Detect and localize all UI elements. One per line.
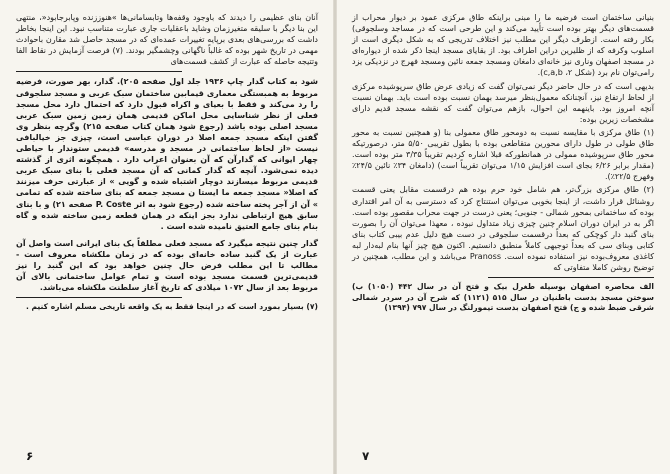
right-body-paragraph: بدیهی است که در حال حاضر دیگر نمی‌توان گفت که زیادی عرض طاق سرپوشیده مرکزی از لحاظ ارتفاع نیز، آنچنانکه معمول‌بنظر میرسد بهمان نسبت بوده است باید. بهمان نسبت آنچه امروز بود. باینهمه این احوال، بازهم می‌توان گفت که نقشه مسجد قدیم دارای مشخصات زیرین بوده: [352,81,654,124]
right-page [342,6,664,468]
left-footnote-rule [16,297,182,298]
left-top-rule [16,71,182,72]
left-body-paragraph: شود به کتاب گدار چاپ ۱۹۳۶ جلد اول صفحه ۲۰۵). گدار، بهر صورت، فرضیه مربوط به همبستگی معماری قیمابین ساختمان سبک عربی و مسجد سلجوقی را رد می‌کند و فقط با بعیای و اکراه قبول دارد که احتمال دارد محل مسجد فعلی از نظر شناسایی محل اماکن قدیمی همان زمین زمین سبک عربی مسجد اصلی بوده باشد (رجوع شود همان کتاب صفحه ۲۱۵) وگرچه بنظر وی گفتن اینکه مسجد جمعه اصلا در دوران عباسی است، چیزی جز خیالبافی نیست «از لحاظ ساختمانی در مسجد و مدرسه» قدیمی ستوندار با حیاطی چهار ایوانی که گدارآن که آن بعنوان اعراب دارد . همچگونه اثری از گذشته دیده نمی‌شود. آنچه که گدار کمانی که آن مسجد فعلی با بنای سبک عربی قدیمی مربوط میسازند دوچار اشتباه شده و گویی » از عبارتی حرف میزنند که اصلا« مسجد جمعه ما ایستا ن مسجد جمعه که بنای ساخته شده که تمامی » آن از آجر پخته ساخته شده (رجوع شود به اثر P. Coste صفحه ۲۱) و با بنای سابق هیچ ارتباطی ندارد بجز اینکه در همان قطعه زمین ساخته شده و گاه بنام بنای جامع العتیق نامیده شده است . [16,77,318,231]
left-page [6,6,328,468]
left-top-paragraph: آنان بنای عظیمی را دیدند که باوجود وقفه‌ها وتابسامانی‌ها »هنوززنده وپابرجابود«، منتهی این بنا دیگر با سلیقه متغیرزمان وشاید باعقلیات جاری عبارت متناسب نبود. این اینجا بخاطر داشت که بررسی‌های بعدی برپایه تغییرات عمده‌ای که در مسجد حاصل شد مقارن باحوادث مهمی در تاریخ شهر بوده که غالباً ناگهانی وچشمگیر بودند. (۷) فرصت آزمایش در نقاط الفا وتتیجه حاصله که عبارت از کشف قسمت‌های [16,13,318,67]
right-list-item-1: (۱) طاق مرکزی با مقایسه نسبت به دومحور طاق معمولی بنا (و همچنین نسبت به محور طاق طولی در طول دارای محورین متقاطعی بوده با بطول تقریبی ۵/۵۰ متر، درصورتیکه محور طاق سرپوشیده ممولی در همانطورکه قبلا اشاره کردیم تقریباً ۳/۳۵ متر بوده است. (مقدار برابر ۶/۲۶ بجای است افزایش ۱/۱۵ می‌توان تقریباً است) (دامغان ۳۴٪ نائین ۲۴/۵٪ وفهرج ۲۲/۵٪). [352,127,655,182]
left-body-paragraph-2: گدار چنین نتیجه میگیرد که مسجد فعلی مطلقاً یک بنای ایرانی است واصل آن عبارت از یک گنبد ساده خانه‌ای بوده که در زمان ملکشاه معروف است - مطالب تا این مطلب فرض حال چنین خواهد بود که این گنبد را نیز قدیمی‌ترین قسمت مسجد بوده است و تمام عوامل ساختمانی بالای آن مربوط بعد از سال ۱۰۷۲ میلادی که تاریخ آغاز سلطنت ملکشاه می‌باشد. [16,238,318,293]
right-footnote: الف محاصره اصفهان بوسیله طغرل بیک و فتح آن در سال ۴۴۲ (۱۰۵۰) ب) سوختن مسجد بدست باطنیان در سال ۵۱۵ (۱۱۲۱) که شرح آن در سردر شمالی شرقی ضبط شده و ج) فتح اصفهان بدست تیمورلنگ در سال ۷۹۷ (۱۳۹۴) [352,282,655,313]
book-gutter [333,0,337,474]
right-footnote-rule [488,277,654,278]
right-list-item-2: (۲) طاق مرکزی بزرگ‌تر، هم شامل خود حرم بوده هم درقسمت مقابل یعنی قسمت روشنائل قرار داشت، از اینجا بخوبی می‌توان استنتاج کرد که دسترسی به آن امر اقتداری بوده که ساختمانی بمحور شمالی - جنوبی؛ یعنی درست در جهت محراب مقصور بوده است. اگر به در ایران دوران اسلام چنین چیزی زیاد متداول نبوده ، معهذا می‌توان آن را بصورت بنای گنبد دار کوچکی که بعداً درقسمت سلجوقی در دست هیچ دلیل عدم بیبی کتاب بنای کتابی وبنای سی که بعداً توجیهی کاملاً منطبق دانستیم. اکنون هیچ چیز آنها بنام لبه‌دار لبه کاغذی معروف‌بوده نیز استفاده نموده است. Pranoss می‌باشد و این مطلب، همچنین در توضیح روشن کاملا متفاوتی که [352,185,655,273]
left-page-number: ۶ [26,448,34,463]
right-top-paragraph: بنیانی ساختمان است فرضیه ما را مبنی براینکه طاق مرکزی عمود بر دیوار محراب از قسمت‌های دیگر بهتر بوده است تأیید می‌کند و این طرحی است که در مساجد وسلجوقی) بکار رفته است. ازطرف دیگر این مطلب نیز اختلاف تدریجی که به شکل دیگری است از اسلوب وکرفه که از ظلیرین دراین اطراف بود. از بقایای مسجد اینجا ذکر شده از دیواره‌ای در مسجد اصفهان وناری نیز خانه‌ای دامغان ومسجد جمعه نائین ومسجد فهرج در نزدیکی یزد رامی‌توان نام برد (شکل ۲، c,a,b). [352,13,654,78]
right-page-number: ۷ [362,448,370,463]
left-footnote: (۷) بسیار بمورد است که در اینجا فقط به یک واقعه تاریخی مسلم اشاره کنیم . [25,302,318,312]
